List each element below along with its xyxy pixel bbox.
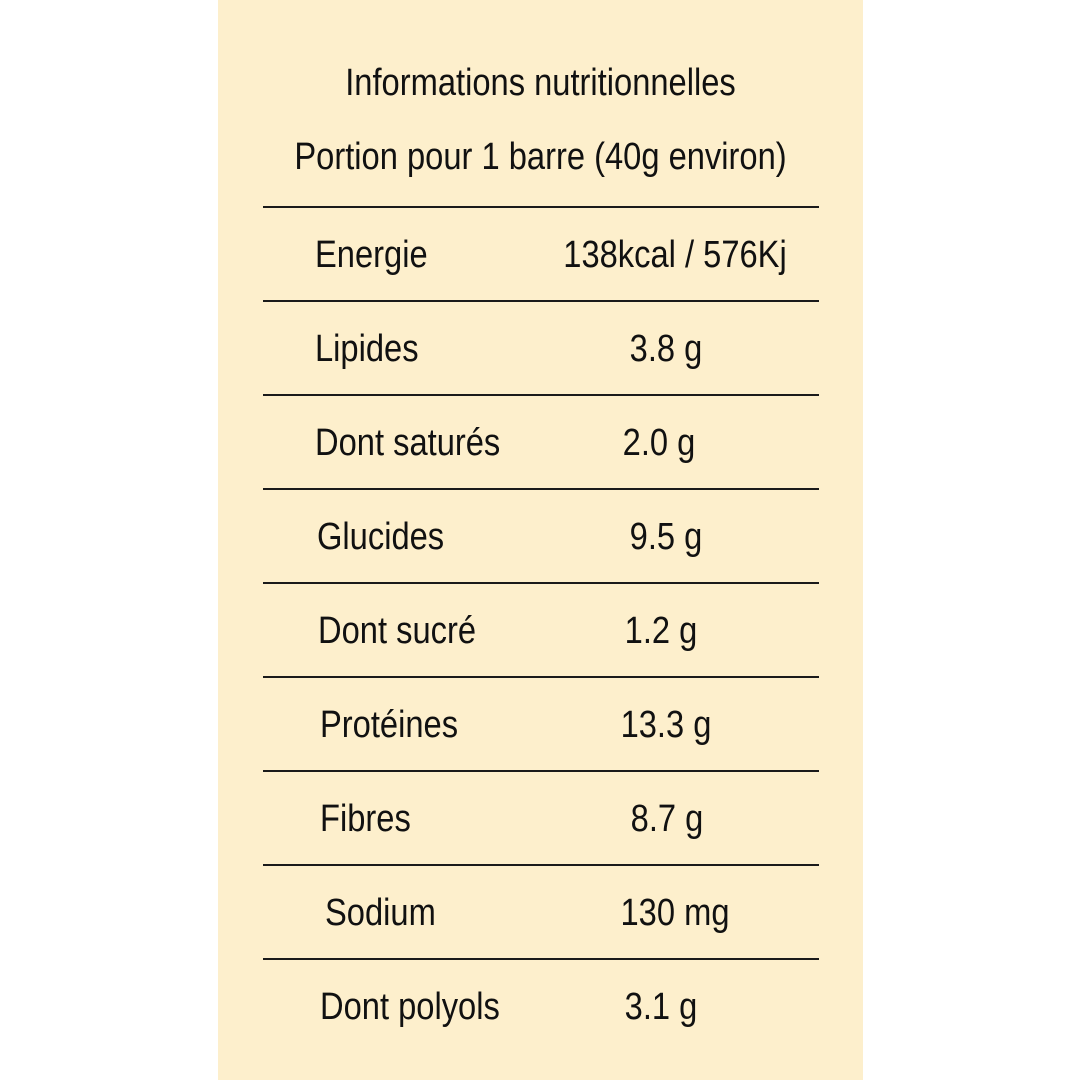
table-row-energie [263, 208, 819, 302]
row-value: 2.0 g [622, 422, 696, 464]
row-label: Fibres [320, 798, 411, 840]
table-row-dont-satures [263, 396, 819, 490]
row-label: Dont sucré [318, 610, 477, 652]
row-value: 3.1 g [624, 986, 698, 1028]
table-row-glucides [263, 490, 819, 584]
row-label: Energie [315, 234, 428, 276]
row-label: Sodium [325, 892, 436, 934]
serving-subtitle: Portion pour 1 barre (40g environ) [294, 136, 787, 178]
row-value: 9.5 g [629, 516, 703, 558]
table-row-dont-sucre [263, 584, 819, 678]
row-value: 138kcal / 576Kj [563, 234, 787, 276]
row-label: Protéines [320, 704, 459, 746]
nutrition-panel [218, 0, 863, 1080]
row-label: Glucides [317, 516, 445, 558]
row-label: Lipides [315, 328, 419, 370]
row-value: 1.2 g [624, 610, 698, 652]
row-label: Dont saturés [315, 422, 501, 464]
table-row-proteines [263, 678, 819, 772]
row-value: 13.3 g [620, 704, 712, 746]
nutrition-title: Informations nutritionnelles [345, 62, 736, 104]
table-row-dont-polyols [263, 960, 819, 1054]
row-value: 130 mg [620, 892, 730, 934]
table-row-sodium [263, 866, 819, 960]
table-row-lipides [263, 302, 819, 396]
row-value: 8.7 g [630, 798, 704, 840]
row-label: Dont polyols [320, 986, 500, 1028]
row-value: 3.8 g [629, 328, 703, 370]
table-row-fibres [263, 772, 819, 866]
